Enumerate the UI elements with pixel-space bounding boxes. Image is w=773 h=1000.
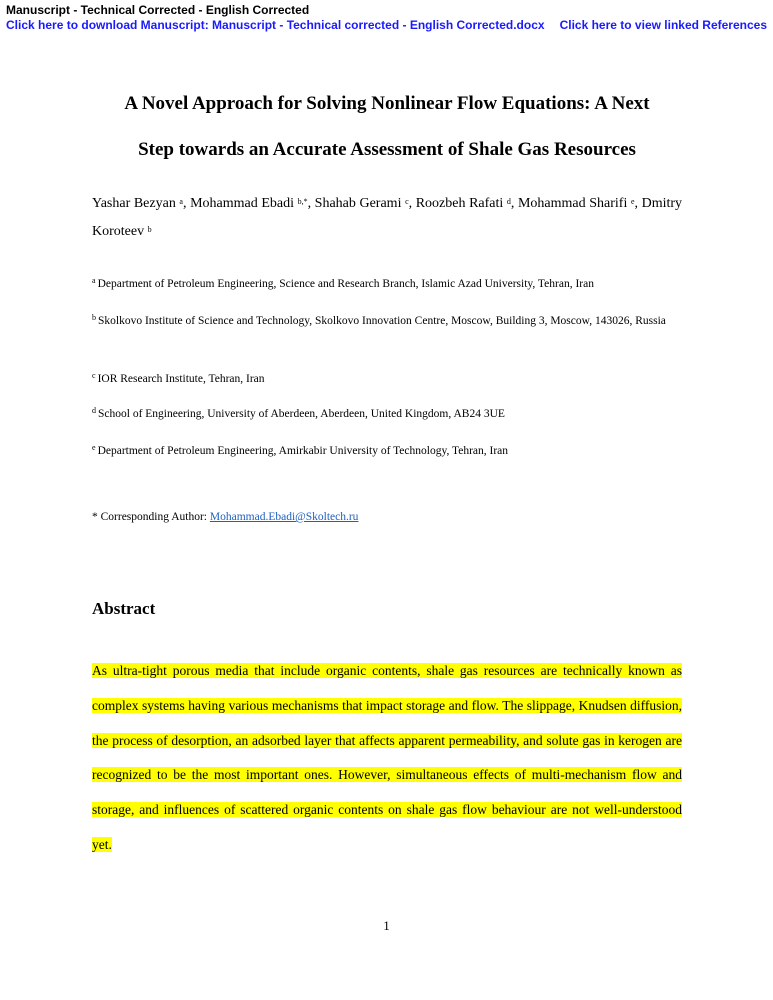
affiliation-e: $^e$ Department of Petroleum Engineering, Amirkabir University of Technology, Tehran, Iran <box>92 443 509 457</box>
download-manuscript-link[interactable]: Click here to download Manuscript: Manuscript - Technical corrected - English Corrected.docx <box>6 18 545 32</box>
author-list <box>92 190 682 246</box>
corresponding-email-link[interactable]: Mohammad.Ebadi@Skoltech.ru <box>209 511 359 523</box>
affiliation-d: $^d$ School of Engineering, University of Aberdeen, Aberdeen, United Kingdom, AB24 3UE <box>92 406 505 420</box>
paper-title-line-1: A Novel Approach for Solving Nonlinear Flow Equations: A Next <box>124 93 650 114</box>
affiliation-b: $^b$ Skolkovo Institute of Science and Technology, Skolkovo Innovation Centre, Moscow, Building 3, Moscow, 143026, Russia <box>92 313 666 327</box>
author: Dmitry Koroteev $^b$ <box>92 196 683 239</box>
manuscript-banner-title: Manuscript - Technical Corrected - English Corrected <box>6 3 310 17</box>
view-references-link[interactable]: Click here to view linked References <box>559 18 767 32</box>
affiliation-c: $^c$ IOR Research Institute, Tehran, Iran <box>92 371 265 385</box>
author: Mohammad Ebadi $^{b,*}$, <box>190 196 315 211</box>
affiliation-a: $^a$ Department of Petroleum Engineering, Science and Research Branch, Islamic Azad University, Tehran, Iran <box>92 276 594 290</box>
page-number: 1 <box>383 918 390 933</box>
paper-title-line-2: Step towards an Accurate Assessment of Shale Gas Resources <box>138 139 636 160</box>
author: Roozbeh Rafati $^d$, <box>415 196 518 211</box>
abstract-highlighted-text: As ultra-tight porous media that include organic contents, shale gas resources are technically known as complex systems having various mechanisms that impact storage and flow. The slippage, Knudsen diffusion, the process of desorption, an adsorbed layer that affects apparent permeability, and solute gas in kerogen are recognized to be the most important ones. However, simultaneous effects of multi-mechanism flow and storage, and influences of scattered organic contents on shale gas flow behaviour are not well-understood yet. <box>92 663 682 852</box>
author: Shahab Gerami $^c$, <box>314 196 416 211</box>
author: Yashar Bezyan $^a$, <box>92 196 191 211</box>
abstract-heading: Abstract <box>92 599 156 618</box>
corresponding-author: * Corresponding Author: Mohammad.Ebadi@Skoltech.ru <box>92 511 359 523</box>
abstract-body <box>92 654 682 863</box>
author: Mohammad Sharifi $^e$, <box>517 196 642 211</box>
